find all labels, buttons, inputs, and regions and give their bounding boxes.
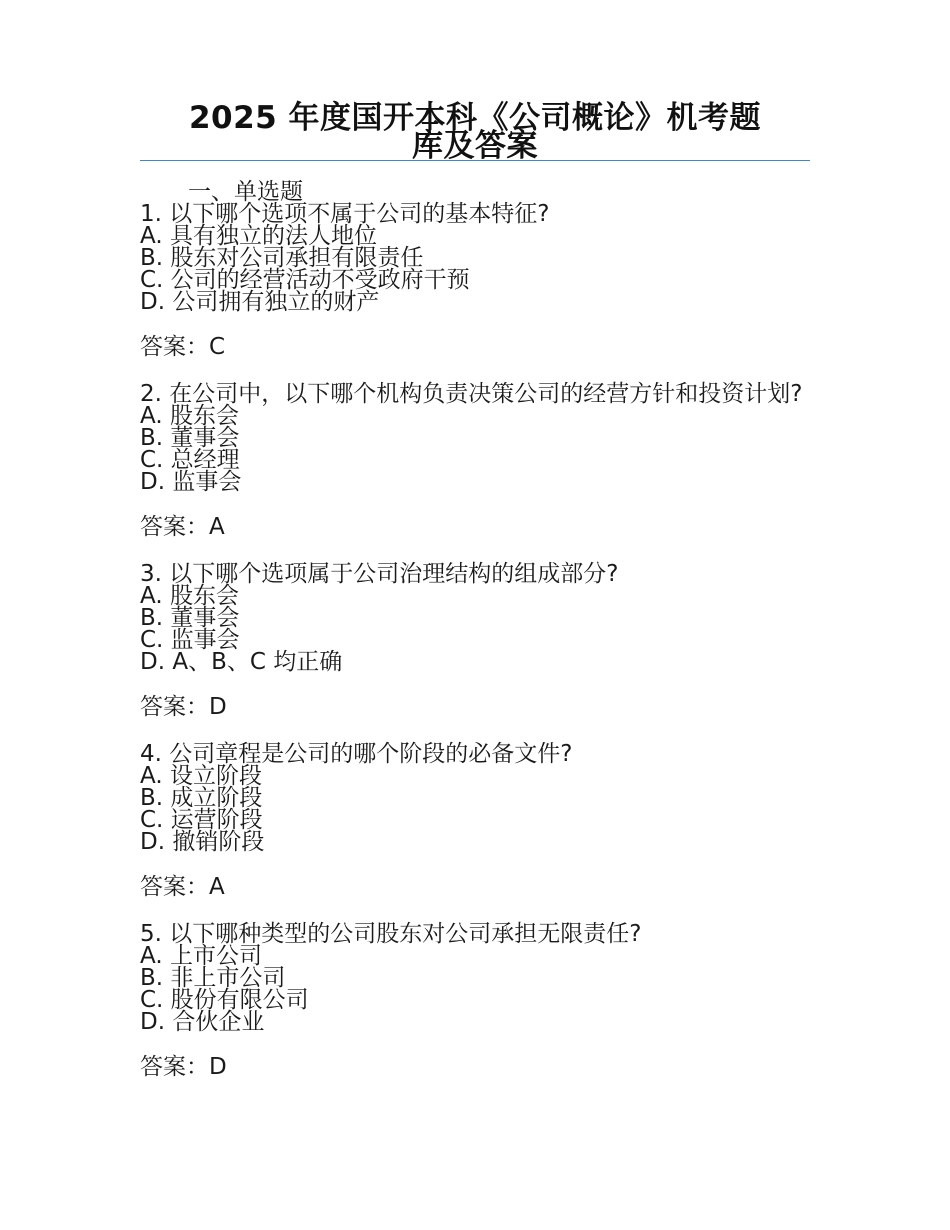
option-a: A. 具有独立的法人地位: [140, 223, 377, 249]
question-text: 4. 公司章程是公司的哪个阶段的必备文件?: [140, 741, 573, 767]
question-2: [140, 383, 820, 539]
question-text: 1. 以下哪个选项不属于公司的基本特征?: [140, 201, 550, 227]
section-heading: 一、单选题: [188, 179, 303, 205]
option-c: C. 运营阶段: [140, 807, 263, 833]
question-5: [140, 923, 820, 1079]
document-title: [140, 100, 810, 164]
option-c: C. 股份有限公司: [140, 987, 309, 1013]
question-list: [140, 203, 820, 1103]
answer: 答案：A: [140, 874, 225, 900]
option-b: B. 董事会: [140, 425, 240, 451]
question-4: [140, 743, 820, 899]
answer: 答案：C: [140, 334, 226, 360]
option-a: A. 股东会: [140, 403, 239, 429]
question-text: 3. 以下哪个选项属于公司治理结构的组成部分?: [140, 561, 619, 587]
option-d: D. 公司拥有独立的财产: [140, 289, 380, 315]
title-line-1: 2025 年度国开本科《公司概论》机考题: [188, 100, 762, 136]
option-d: D. A、B、C 均正确: [140, 649, 343, 675]
option-a: A. 设立阶段: [140, 763, 262, 789]
option-a: A. 股东会: [140, 583, 239, 609]
question-3: [140, 563, 820, 719]
question-text: 5. 以下哪种类型的公司股东对公司承担无限责任?: [140, 921, 642, 947]
option-b: B. 成立阶段: [140, 785, 263, 811]
answer: 答案：D: [140, 1054, 227, 1080]
question-text: 2. 在公司中，以下哪个机构负责决策公司的经营方针和投资计划?: [140, 381, 803, 407]
answer: 答案：A: [140, 514, 225, 540]
option-b: B. 股东对公司承担有限责任: [140, 245, 424, 271]
option-c: C. 公司的经营活动不受政府干预: [140, 267, 470, 293]
option-d: D. 监事会: [140, 469, 242, 495]
title-line-2: 库及答案: [412, 128, 538, 164]
question-1: [140, 203, 820, 359]
answer: 答案：D: [140, 694, 227, 720]
option-d: D. 合伙企业: [140, 1009, 265, 1035]
option-b: B. 非上市公司: [140, 965, 286, 991]
option-a: A. 上市公司: [140, 943, 262, 969]
option-d: D. 撤销阶段: [140, 829, 265, 855]
option-c: C. 总经理: [140, 447, 240, 473]
option-b: B. 董事会: [140, 605, 240, 631]
option-c: C. 监事会: [140, 627, 240, 653]
title-underline: [140, 160, 810, 161]
